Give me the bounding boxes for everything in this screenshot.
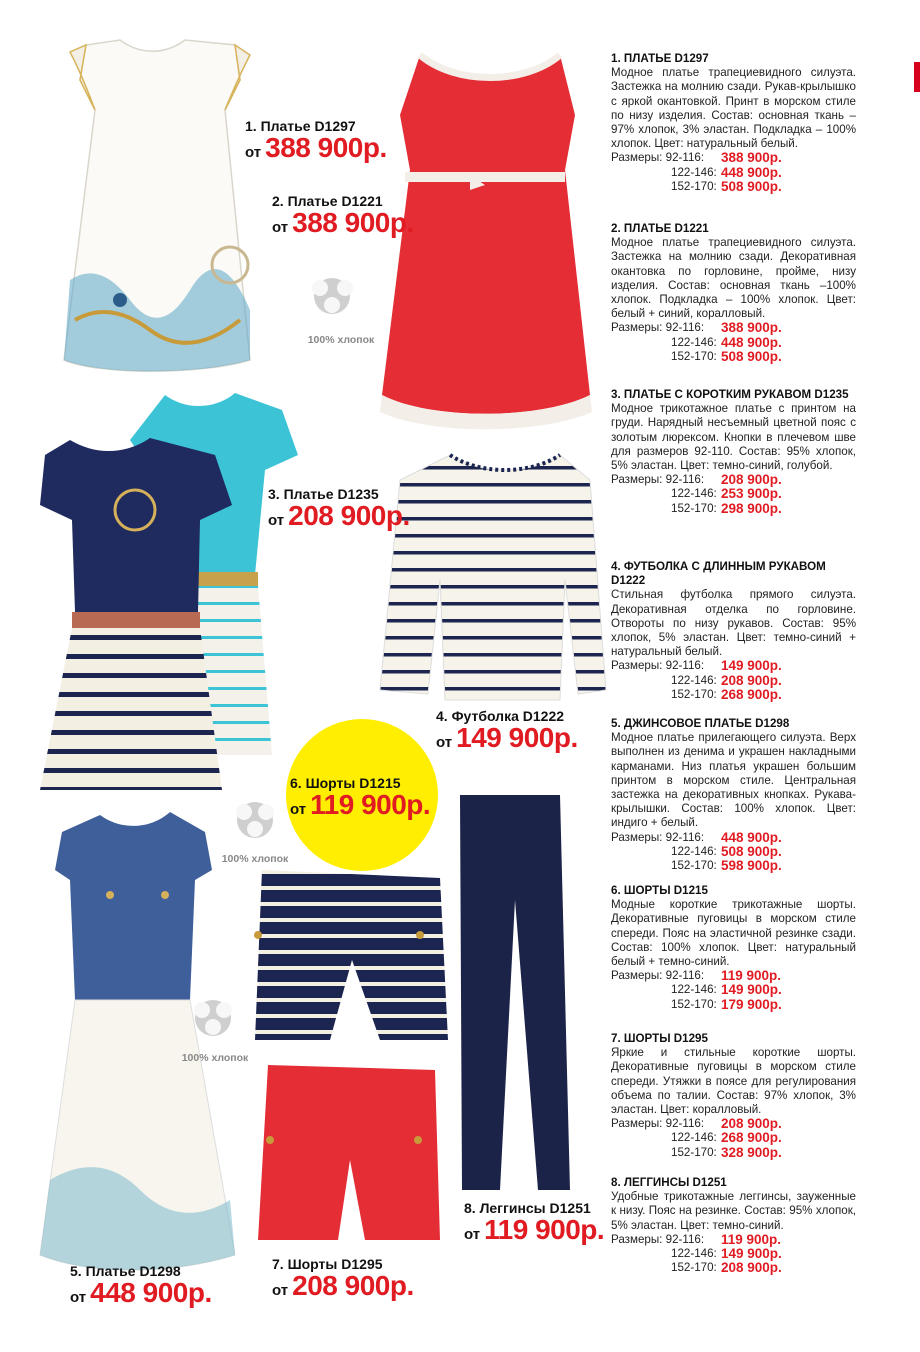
description-2 (611, 222, 856, 364)
description-text: Модное платье трапециевидного силуэта. Застежка на молнию сзади. Рукав-крылышко с яркой окантовкой. Принт в морском стиле по низу изделия. Состав: основная ткань – 97% хлопок, 3% эластан. Подкладка – 100% хлопок. Цвет: натуральный белый. (611, 66, 856, 151)
description-text: Яркие и стильные короткие шорты. Декоративные пуговицы в морском стиле спереди. Утяжки в поясе для регулирования объема по талии. Состав: 97% хлопок, 3% эластан. Цвет: коралловый. (611, 1046, 856, 1117)
description-heading: 3. ПЛАТЬЕ С КОРОТКИМ РУКАВОМ D1235 (611, 388, 849, 401)
size-row (611, 166, 856, 180)
product-label-3 (268, 486, 410, 530)
size-row (611, 1247, 856, 1261)
cotton-logo-1 (312, 278, 353, 314)
size-row (611, 350, 856, 364)
description-text: Модное трикотажное платье с принтом на груди. Нарядный несъемный цветной пояс с золотым люрексом. Кнопки в плечевом шве для размеров 92-110. Состав: 95% хлопок, 5% эластан. Цвет: темно-синий, голубой. (611, 402, 856, 473)
size-price: 119 900р. (721, 1231, 782, 1247)
size-price: 298 900р. (721, 500, 782, 516)
price-from: от (436, 734, 453, 751)
size-price: 448 900р. (721, 829, 782, 845)
size-label: Размеры: 92-116: (611, 830, 705, 844)
description-heading: 7. ШОРТЫ D1295 (611, 1032, 708, 1045)
size-label: Размеры: 92-116: (611, 659, 705, 673)
size-row (611, 151, 856, 165)
description-3 (611, 388, 856, 516)
product-price-line (290, 791, 430, 819)
size-row (611, 1146, 856, 1160)
product-label-6 (290, 775, 430, 819)
size-row (611, 336, 856, 350)
dress-d1297-image (64, 40, 250, 371)
price-from: от (268, 512, 285, 529)
cotton-logo-3 (194, 1000, 232, 1036)
product-price: 208 900р. (292, 1270, 414, 1301)
shorts-d1295-image (258, 1065, 440, 1240)
product-title: 1. Платье D1297 (245, 118, 356, 134)
size-price: 508 900р. (721, 348, 782, 364)
size-row (611, 845, 856, 859)
size-row (611, 983, 856, 997)
cotton-label-1: 100% хлопок (307, 334, 375, 346)
product-title: 8. Леггинсы D1251 (464, 1200, 591, 1216)
size-price: 268 900р. (721, 686, 782, 702)
cotton-label-3: 100% хлопок (181, 1052, 249, 1064)
product-price: 448 900р. (90, 1277, 212, 1308)
size-label: Размеры: 92-116: (611, 321, 705, 335)
size-price-list (611, 151, 856, 194)
product-title: 4. Футболка D1222 (436, 708, 565, 724)
product-title: 7. Шорты D1295 (272, 1256, 383, 1272)
size-price: 208 900р. (721, 672, 782, 688)
size-price-list (611, 473, 856, 516)
size-label: 122-146: (671, 673, 717, 687)
product-title: 2. Платье D1221 (272, 193, 383, 209)
description-text: Модные короткие трикотажные шорты. Декоративные пуговицы в морском стиле спереди. Пояс на эластичной резинке сзади. Состав: 100% хлопок. Цвет: натуральный белый + темно-синий. (611, 898, 856, 969)
size-row (611, 659, 856, 673)
description-text: Модное платье трапециевидного силуэта. Застежка на молнию сзади. Декоративная окантовка по горловине, пройме, низу изделия. Состав: основная ткань –100% хлопок. Подкладка – 100% хлопок. Цвет: белый + синий, коралловый. (611, 236, 856, 321)
product-price: 388 900р. (265, 132, 387, 163)
size-price: 119 900р. (721, 968, 782, 984)
price-from: от (290, 801, 307, 818)
cotton-label-2: 100% хлопок (221, 853, 289, 865)
size-price: 149 900р. (721, 982, 782, 998)
product-price: 149 900р. (456, 722, 578, 753)
product-price-line (272, 209, 414, 237)
size-label: 122-146: (671, 1247, 717, 1261)
price-from: от (272, 219, 289, 236)
description-heading: 5. ДЖИНСОВОЕ ПЛАТЬЕ D1298 (611, 717, 790, 730)
description-5 (611, 717, 856, 873)
size-price: 388 900р. (721, 320, 782, 336)
price-from: от (272, 1282, 289, 1299)
size-price: 268 900р. (721, 1130, 782, 1146)
product-price: 119 900р. (484, 1214, 605, 1245)
size-label: 122-146: (671, 1131, 717, 1145)
size-row (611, 688, 856, 702)
size-row (611, 1233, 856, 1247)
product-title: 5. Платье D1298 (70, 1263, 181, 1279)
description-8 (611, 1176, 856, 1275)
size-row (611, 502, 856, 516)
size-row (611, 180, 856, 194)
size-label: Размеры: 92-116: (611, 473, 705, 487)
size-price: 448 900р. (721, 164, 782, 180)
size-row (611, 998, 856, 1012)
size-price: 508 900р. (721, 178, 782, 194)
size-row (611, 487, 856, 501)
size-price-list (611, 659, 856, 702)
size-label: Размеры: 92-116: (611, 151, 705, 165)
size-price: 598 900р. (721, 858, 782, 874)
product-label-4 (436, 708, 578, 752)
size-label: 152-170: (671, 501, 717, 515)
size-label: 122-146: (671, 844, 717, 858)
product-label-5 (70, 1263, 212, 1307)
size-price: 208 900р. (721, 1116, 782, 1132)
description-text: Модное платье прилегающего силуэта. Верх выполнен из денима и украшен накладными карманами. Низ платья украшен большим принтом в морском стиле. Центральная застежка на декоративных кнопках. Рукава-крылышки. Состав: 100% хлопок. Цвет: индиго + белый. (611, 731, 856, 830)
size-label: 122-146: (671, 335, 717, 349)
size-label: 122-146: (671, 165, 717, 179)
size-price: 179 900р. (721, 996, 782, 1012)
size-price: 208 900р. (721, 1260, 782, 1276)
product-price-line (436, 724, 578, 752)
description-4 (611, 560, 856, 702)
shorts-d1215-image (254, 870, 448, 1040)
size-price: 253 900р. (721, 486, 782, 502)
page-edge-tab (914, 62, 920, 92)
description-heading: 1. ПЛАТЬЕ D1297 (611, 52, 709, 65)
description-heading: 8. ЛЕГГИНСЫ D1251 (611, 1176, 727, 1189)
dress-d1298-image (40, 812, 235, 1270)
size-price-list (611, 831, 856, 874)
size-row (611, 831, 856, 845)
cotton-logo-2 (236, 802, 274, 838)
product-price-line (245, 134, 387, 162)
size-row (611, 473, 856, 487)
size-row (611, 674, 856, 688)
size-price: 149 900р. (721, 1246, 782, 1262)
size-label: 152-170: (671, 859, 717, 873)
description-text: Стильная футболка прямого силуэта. Декоративная отделка по горловине. Отвороты по низу рукавов. Состав: 95% хлопок, 5% эластан. Цвет: темно-синий + натуральный белый. (611, 588, 856, 659)
size-label: 152-170: (671, 179, 717, 193)
size-label: 122-146: (671, 983, 717, 997)
size-label: 152-170: (671, 349, 717, 363)
product-price-line (268, 502, 410, 530)
product-price-line (272, 1272, 414, 1300)
size-price: 208 900р. (721, 472, 782, 488)
product-title: 3. Платье D1235 (268, 486, 379, 502)
description-heading: 6. ШОРТЫ D1215 (611, 884, 708, 897)
size-row (611, 321, 856, 335)
description-text: Удобные трикотажные леггинсы, зауженные к низу. Пояс на резинке. Состав: 95% хлопок, 5% эластан. Цвет: темно-синий. (611, 1190, 856, 1232)
size-label: Размеры: 92-116: (611, 1117, 705, 1131)
size-price-list (611, 1117, 856, 1160)
size-row (611, 1117, 856, 1131)
size-label: 152-170: (671, 997, 717, 1011)
product-label-1 (245, 118, 387, 162)
size-label: Размеры: 92-116: (611, 969, 705, 983)
price-from: от (70, 1289, 87, 1306)
dress-d1221-image (380, 55, 592, 429)
size-label: 152-170: (671, 1145, 717, 1159)
product-label-7 (272, 1256, 414, 1300)
price-from: от (464, 1226, 481, 1243)
product-price-line (464, 1216, 604, 1244)
description-7 (611, 1032, 856, 1160)
description-heading: 4. ФУТБОЛКА С ДЛИННЫМ РУКАВОМ D1222 (611, 560, 826, 588)
product-title: 6. Шорты D1215 (290, 775, 401, 791)
product-price: 388 900р. (292, 207, 414, 238)
product-price: 208 900р. (288, 500, 410, 531)
size-row (611, 1261, 856, 1275)
size-price-list (611, 969, 856, 1012)
size-price-list (611, 321, 856, 364)
size-price: 508 900р. (721, 843, 782, 859)
size-price: 448 900р. (721, 334, 782, 350)
size-price: 388 900р. (721, 150, 782, 166)
size-price-list (611, 1233, 856, 1276)
product-price: 119 900р. (310, 789, 431, 820)
size-price: 149 900р. (721, 658, 782, 674)
tshirt-d1222-image (380, 455, 606, 700)
size-row (611, 859, 856, 873)
size-price: 328 900р. (721, 1144, 782, 1160)
product-label-2 (272, 193, 414, 237)
size-row (611, 969, 856, 983)
description-heading: 2. ПЛАТЬЕ D1221 (611, 222, 709, 235)
size-label: 152-170: (671, 687, 717, 701)
leggings-d1251-image (460, 795, 570, 1190)
description-1 (611, 52, 856, 194)
size-label: 152-170: (671, 1261, 717, 1275)
size-label: 122-146: (671, 487, 717, 501)
product-price-line (70, 1279, 212, 1307)
size-row (611, 1131, 856, 1145)
size-label: Размеры: 92-116: (611, 1232, 705, 1246)
price-from: от (245, 144, 262, 161)
description-6 (611, 884, 856, 1012)
product-label-8 (464, 1200, 604, 1244)
